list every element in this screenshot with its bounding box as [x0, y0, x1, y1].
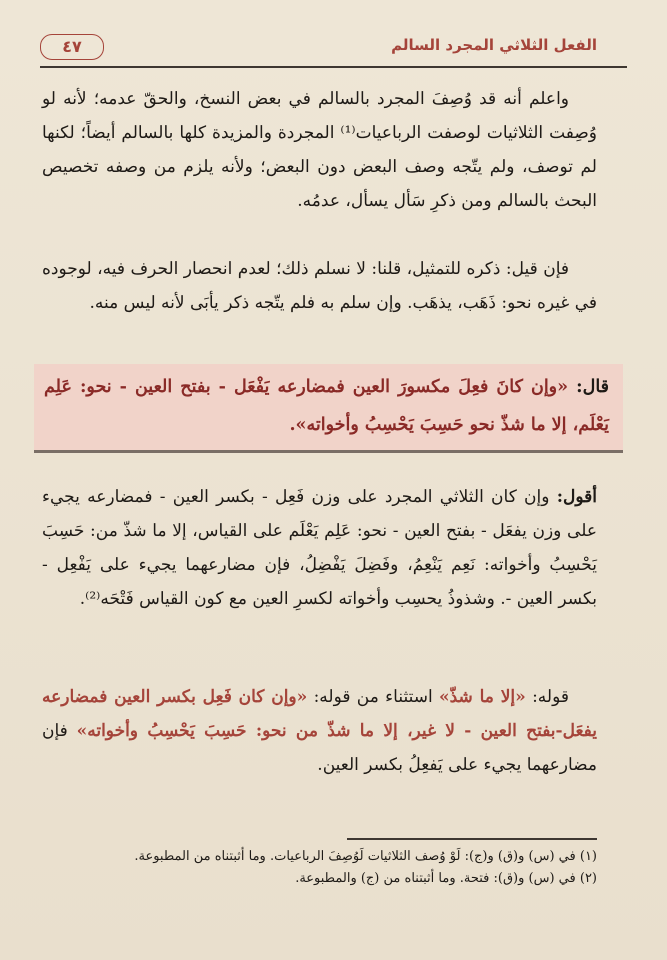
page-number: ٤٧: [40, 34, 104, 60]
footnote-divider: [347, 838, 597, 840]
quoted-text: [44, 368, 609, 444]
paragraph-4: [42, 680, 597, 782]
header-divider: [40, 66, 627, 68]
footnote-2: (٢) في (س) و(ق): فتحة. وما أثبتناه من (ج) والمطبوعة.: [295, 871, 597, 886]
para4-middle: استثناء من قوله:: [313, 687, 433, 707]
paragraph-3: [42, 480, 597, 616]
quote-body: «وإن كانَ فعِلَ مكسورَ العين فمضارعه يَفْعَل - بفتح العين - نحو: عَلِم يَعْلَم، إلا ما شذّ نحو حَسِبَ يَحْسِبُ وأخواته».: [44, 377, 609, 435]
footnote-1: (١) في (س) و(ق) و(ج): لَوْ وُصف الثلاثيات لَوُصِفَ الرباعيات. وما أثبتناه من المطبوعة.: [134, 849, 597, 864]
footnotes: [42, 846, 597, 890]
para4-quote-2: «وإن كان فَعِل بكسر العين فمضارعه يفعَل-بفتح العين - لا غير، إلا ما شذّ من نحو: حَسِبَ يَحْسِبُ وأخواته»: [42, 687, 597, 741]
page-header: [40, 34, 597, 62]
para4-lead: قوله:: [532, 687, 570, 707]
quoted-text-box: [34, 364, 623, 453]
para4-end: فإن مضارعهما يجيء على يَفعِلُ بكسر العين.: [42, 721, 597, 775]
para3-lead: أقول:: [556, 487, 597, 507]
paragraph-1: واعلم أنه قد وُصِفَ المجرد بالسالم في بعض النسخ، والحقّ عدمه؛ لأنه لو وُصِفت الثلاثيات لوصفت الرباعيات⁽¹⁾ المجردة والمزيدة كلها بالسالم أيضاً؛ لكنها لم توصف، ولم يتّجه وصف البعض دون البعض؛ ولأنه يلزم من وصفه تخصيص البحث بالسالم ومن ذكرِ سَأل يسأل، عدمُه.: [42, 89, 597, 211]
quote-lead: قال:: [576, 377, 610, 397]
running-title: الفعل الثلاثي المجرد السالم: [391, 36, 597, 54]
paragraph-2: فإن قيل: ذكره للتمثيل، قلنا: لا نسلم ذلك؛ لعدم انحصار الحرف فيه، لوجوده في غيره نحو: ذَهَب، يذهَب. وإن سلم به فلم يتّجه ذكر يأبَى لأنه ليس منه.: [42, 259, 597, 313]
para4-quote-1: «إلا ما شذّ»: [439, 687, 526, 707]
para3-body: وإن كان الثلاثي المجرد على وزن فَعِل - بكسر العين - فمضارعه يجيء على وزن يفعَل - بفتح العين - نحو: عَلِم يَعْلَم على القياس، إلا ما شذّ من: حَسِبَ يَحْسِبُ وأخواته: نَعِم يَنْعِمُ، وفَضِلَ يَفْضِلُ، فإن مضارعهما يجيء على يَفْعِل - بكسر العين -. وشذوذُ يحسِب وأخواته لكسرِ العين مع كون القياس فَتْحَه⁽²⁾.: [42, 487, 597, 609]
